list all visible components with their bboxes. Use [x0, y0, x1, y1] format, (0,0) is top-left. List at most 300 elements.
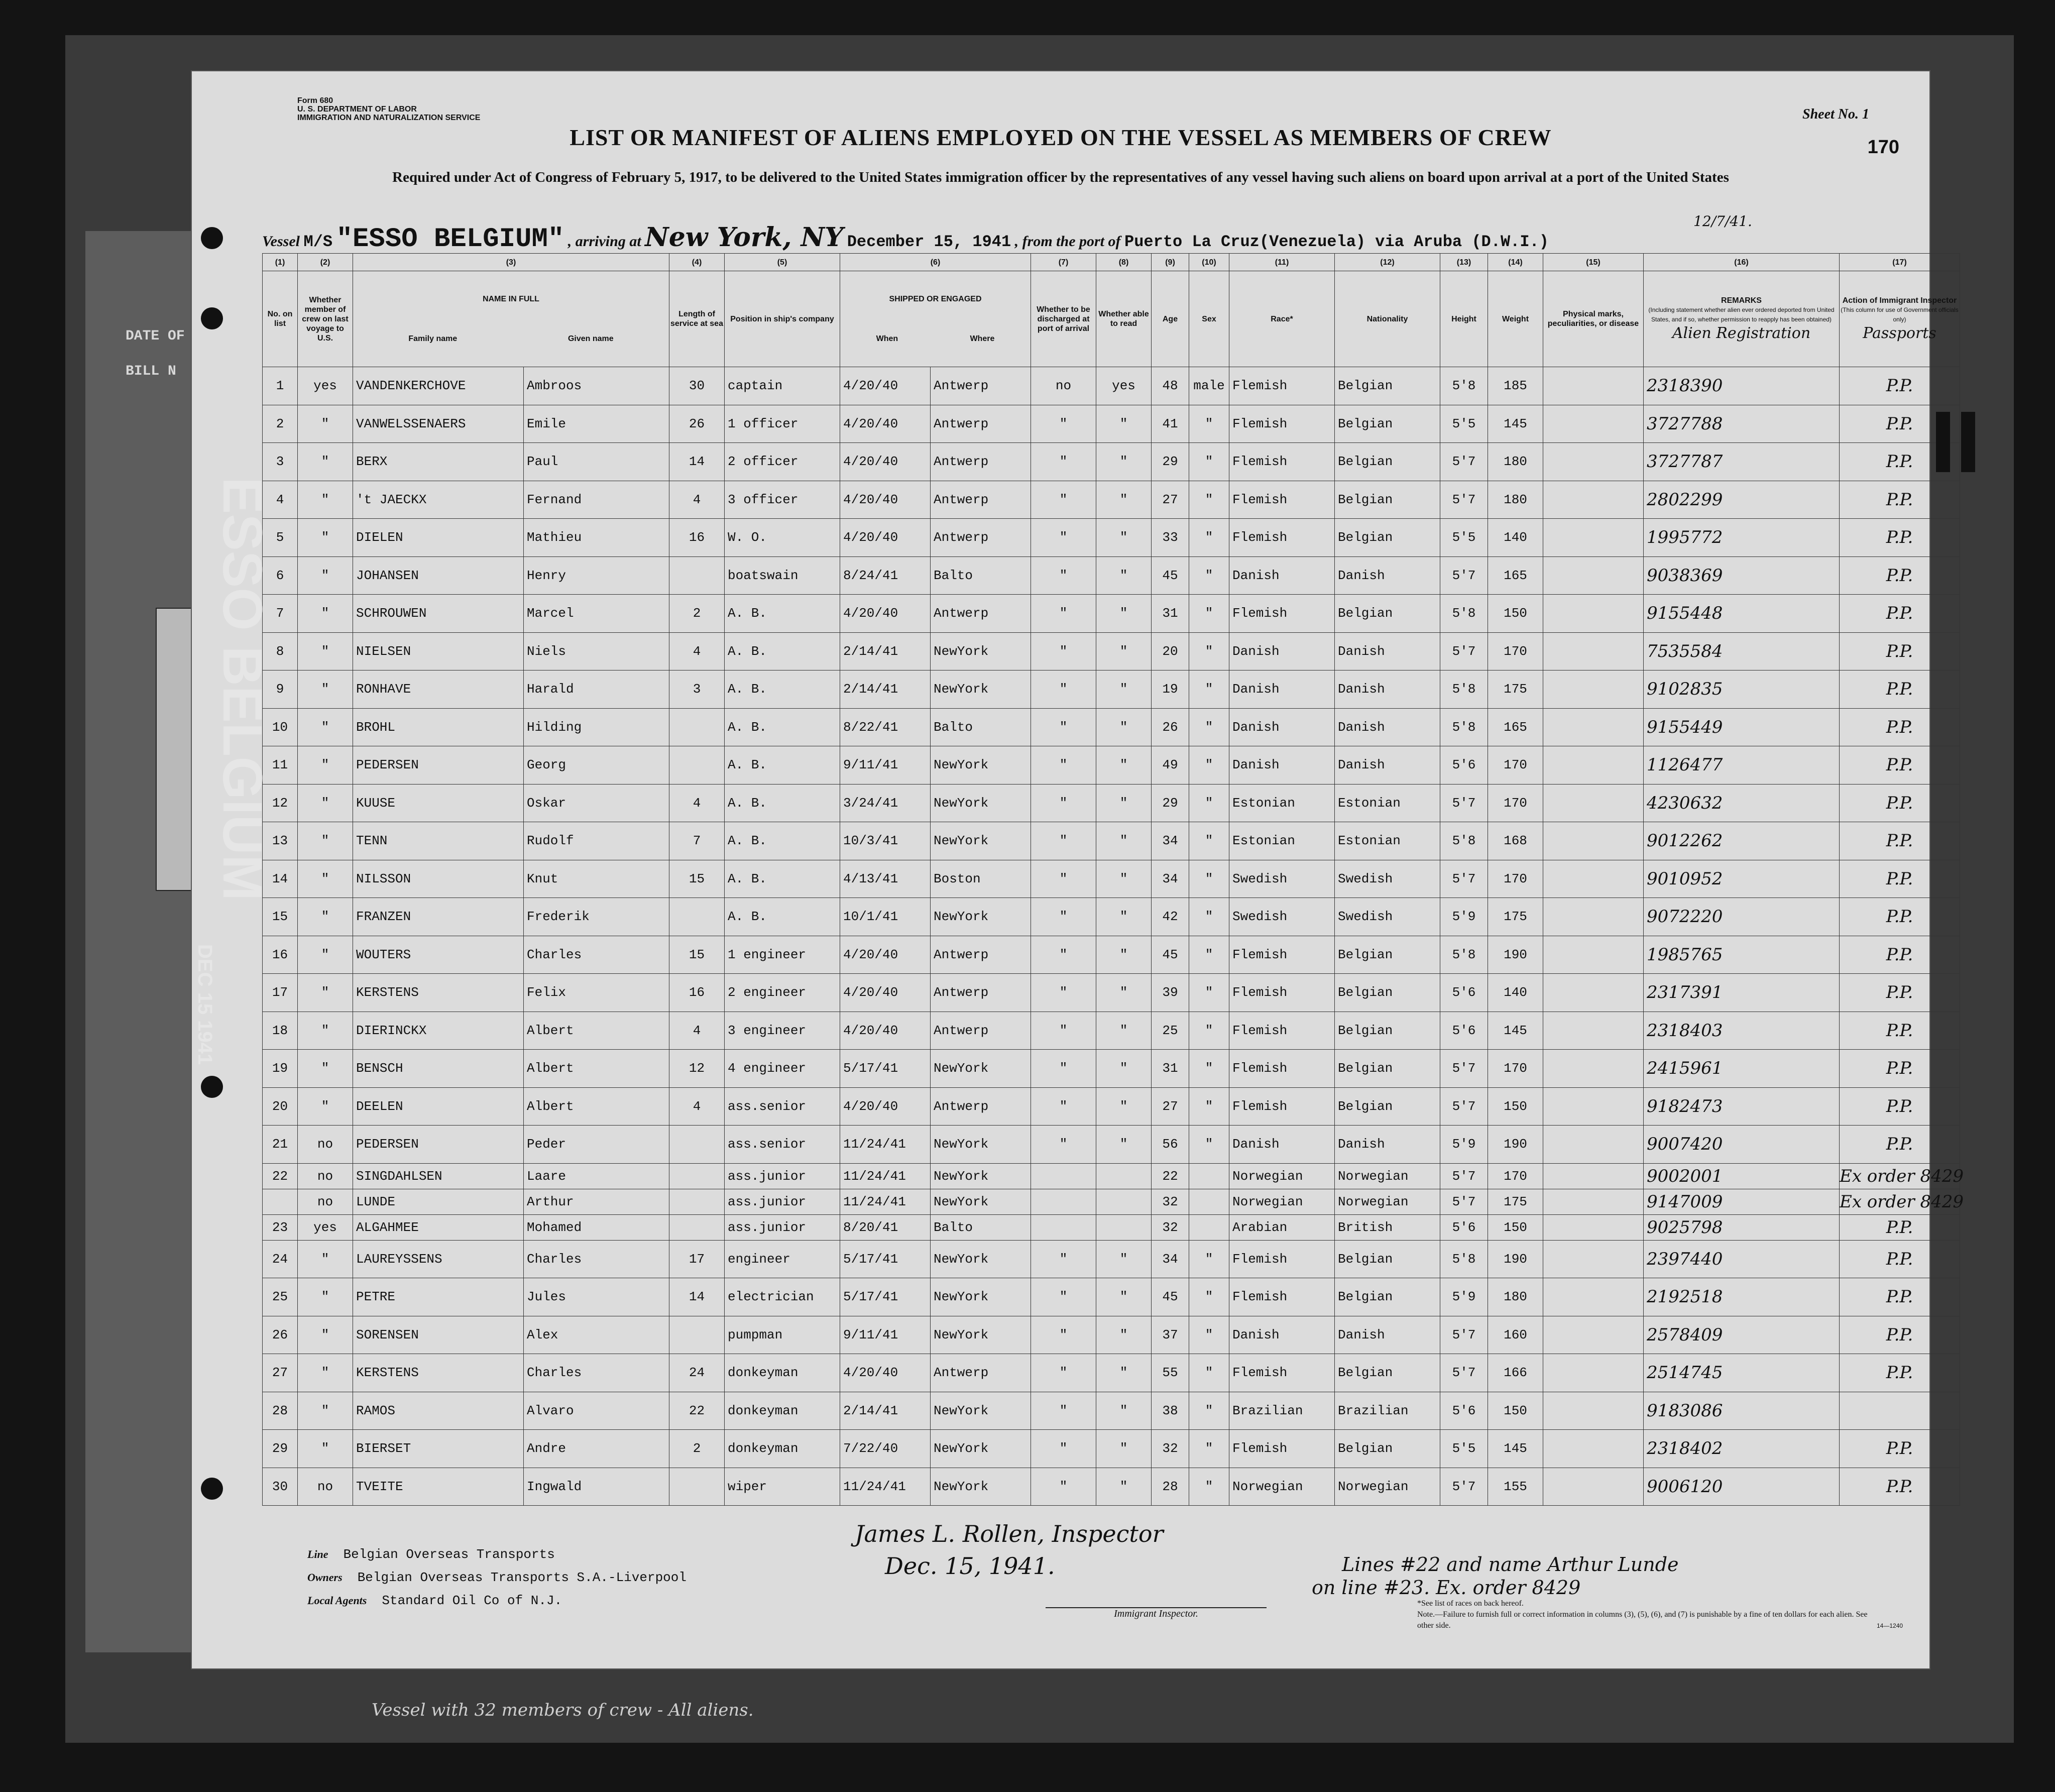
cell-no: 19	[263, 1050, 298, 1088]
cell-where: NewYork	[931, 670, 1031, 709]
cell-weight: 160	[1488, 1316, 1543, 1354]
date-stamp: DEC 15 1941	[194, 944, 216, 1065]
column-number-row: (1) (2) (3) (4) (5) (6) (7) (8) (9) (10) (11) (12) (13) (14) (15) (16) (17)	[263, 254, 1960, 271]
cell-remarks: 2802299	[1644, 481, 1840, 519]
cell-length: 16	[669, 974, 725, 1012]
cell-where: NewYork	[931, 898, 1031, 936]
cell-action: P.P.	[1840, 405, 1960, 443]
cell-action: P.P.	[1840, 1468, 1960, 1506]
cell-nationality: Belgian	[1335, 1050, 1440, 1088]
cell-given: Niels	[524, 632, 669, 670]
cell-empty	[1543, 1126, 1644, 1164]
cell-length	[669, 708, 725, 746]
cell-remarks: 1126477	[1644, 746, 1840, 785]
cell-member: "	[298, 1392, 353, 1430]
cell-length: 14	[669, 443, 725, 481]
cell-member: "	[298, 556, 353, 595]
cell-position: engineer	[725, 1240, 840, 1278]
cell-where: Antwerp	[931, 974, 1031, 1012]
cell-position: ass.senior	[725, 1126, 840, 1164]
cell-nationality: Danish	[1335, 670, 1440, 709]
cell-given: Fernand	[524, 481, 669, 519]
cell-given: Rudolf	[524, 822, 669, 860]
cell-empty	[1543, 1316, 1644, 1354]
cell-position: pumpman	[725, 1316, 840, 1354]
cell-remarks: 9072220	[1644, 898, 1840, 936]
cell-family: WOUTERS	[353, 936, 524, 974]
cell-no: 3	[263, 443, 298, 481]
cell-given: Paul	[524, 443, 669, 481]
cell-discharged: "	[1031, 481, 1096, 519]
cell-sex: "	[1189, 1316, 1229, 1354]
cell-action: P.P.	[1840, 595, 1960, 633]
footer-fields: Line Belgian Overseas Transports Owners Belgian Overseas Transports S.A.-Liverpool Local Agents Standard Oil Co of N.J.	[307, 1547, 687, 1608]
cell-nationality: Belgian	[1335, 367, 1440, 405]
cell-member: no	[298, 1468, 353, 1506]
cell-age: 33	[1152, 519, 1189, 557]
cell-member: "	[298, 632, 353, 670]
cell-sex: "	[1189, 1278, 1229, 1316]
cell-action: P.P.	[1840, 1354, 1960, 1392]
cell-when: 10/3/41	[840, 822, 931, 860]
cell-nationality: Belgian	[1335, 1240, 1440, 1278]
table-row	[263, 746, 1960, 785]
cell-race: Flemish	[1229, 1430, 1335, 1468]
cell-weight: 165	[1488, 556, 1543, 595]
cell-empty	[1543, 556, 1644, 595]
cell-no: 5	[263, 519, 298, 557]
cell-position: A. B.	[725, 708, 840, 746]
table-row	[263, 1278, 1960, 1316]
cell-when: 4/13/41	[840, 860, 931, 898]
cell-no: 4	[263, 481, 298, 519]
cell-family: VANWELSSENAERS	[353, 405, 524, 443]
cell-height: 5'7	[1440, 1163, 1488, 1189]
cell-family: BERX	[353, 443, 524, 481]
cell-remarks: 3727788	[1644, 405, 1840, 443]
cell-remarks: 9183086	[1644, 1392, 1840, 1430]
cell-nationality: Norwegian	[1335, 1163, 1440, 1189]
cell-age: 27	[1152, 1087, 1189, 1126]
cell-family: NILSSON	[353, 860, 524, 898]
bottom-handwritten-note: Vessel with 32 members of crew - All aliens.	[372, 1700, 754, 1720]
cell-remarks: 3727787	[1644, 443, 1840, 481]
table-row	[263, 1163, 1960, 1189]
cell-height: 5'7	[1440, 1050, 1488, 1088]
cell-able: "	[1096, 519, 1152, 557]
cell-position: A. B.	[725, 784, 840, 822]
cell-able: "	[1096, 595, 1152, 633]
arrival-date: December 15, 1941	[847, 233, 1011, 251]
cell-member: "	[298, 595, 353, 633]
cell-height: 5'7	[1440, 1468, 1488, 1506]
cell-member: yes	[298, 1214, 353, 1240]
cell-discharged: "	[1031, 936, 1096, 974]
cell-height: 5'7	[1440, 1316, 1488, 1354]
cell-sex: "	[1189, 898, 1229, 936]
cell-able: "	[1096, 481, 1152, 519]
cell-position: 2 engineer	[725, 974, 840, 1012]
cell-race: Flemish	[1229, 974, 1335, 1012]
cell-where: Antwerp	[931, 1354, 1031, 1392]
cell-when: 9/11/41	[840, 746, 931, 785]
cell-family: RONHAVE	[353, 670, 524, 709]
cell-empty	[1543, 405, 1644, 443]
cell-height: 5'8	[1440, 1240, 1488, 1278]
cell-given: Alex	[524, 1316, 669, 1354]
cell-empty	[1031, 1214, 1096, 1240]
cell-given: Albert	[524, 1050, 669, 1088]
cell-empty	[1543, 1240, 1644, 1278]
cell-age: 29	[1152, 784, 1189, 822]
crew-table	[262, 253, 1964, 1506]
cell-height: 5'6	[1440, 974, 1488, 1012]
cell-height: 5'9	[1440, 1126, 1488, 1164]
cell-nationality: Danish	[1335, 746, 1440, 785]
cell-no: 24	[263, 1240, 298, 1278]
cell-nationality: Norwegian	[1335, 1189, 1440, 1214]
cell-able: "	[1096, 443, 1152, 481]
cell-weight: 150	[1488, 1087, 1543, 1126]
cell-where: NewYork	[931, 1468, 1031, 1506]
cell-able: "	[1096, 822, 1152, 860]
cell-family: DIERINCKX	[353, 1012, 524, 1050]
cell-age: 49	[1152, 746, 1189, 785]
cell-discharged: "	[1031, 632, 1096, 670]
cell-position: A. B.	[725, 898, 840, 936]
cell-position: A. B.	[725, 632, 840, 670]
cell-position: electrician	[725, 1278, 840, 1316]
cell-where: Antwerp	[931, 936, 1031, 974]
cell-remarks: 9006120	[1644, 1468, 1840, 1506]
cell-nationality: Danish	[1335, 708, 1440, 746]
cell-family: LUNDE	[353, 1189, 524, 1214]
cell-height: 5'9	[1440, 898, 1488, 936]
cell-when: 8/20/41	[840, 1214, 931, 1240]
cell-discharged: "	[1031, 1392, 1096, 1430]
cell-age: 27	[1152, 481, 1189, 519]
cell-empty	[1543, 860, 1644, 898]
cell-no: 12	[263, 784, 298, 822]
cell-length	[669, 1468, 725, 1506]
cell-member: "	[298, 784, 353, 822]
cell-remarks: 2318403	[1644, 1012, 1840, 1050]
cell-able: "	[1096, 556, 1152, 595]
cell-nationality: Danish	[1335, 632, 1440, 670]
page-number: 170	[1867, 137, 1899, 158]
cell-action: Ex order 8429	[1840, 1163, 1960, 1189]
cell-sex: "	[1189, 405, 1229, 443]
cell-no: 23	[263, 1214, 298, 1240]
table-row	[263, 1214, 1960, 1240]
cell-empty	[1189, 1214, 1229, 1240]
cell-length: 15	[669, 936, 725, 974]
cell-where: NewYork	[931, 632, 1031, 670]
cell-action: P.P.	[1840, 974, 1960, 1012]
table-row	[263, 1240, 1960, 1278]
cell-action: P.P.	[1840, 556, 1960, 595]
cell-empty	[669, 1189, 725, 1214]
cell-no: 8	[263, 632, 298, 670]
cell-given: Ambroos	[524, 367, 669, 405]
cell-height: 5'5	[1440, 405, 1488, 443]
cell-able: "	[1096, 1087, 1152, 1126]
sheet-number: Sheet No. 1	[1802, 106, 1869, 122]
cell-given: Mathieu	[524, 519, 669, 557]
cell-weight: 180	[1488, 443, 1543, 481]
edge-mark	[1936, 412, 1950, 472]
cell-weight: 145	[1488, 1012, 1543, 1050]
cell-where: Antwerp	[931, 405, 1031, 443]
cell-age: 37	[1152, 1316, 1189, 1354]
cell-where: NewYork	[931, 1430, 1031, 1468]
cell-when: 5/17/41	[840, 1050, 931, 1088]
cell-able: "	[1096, 1468, 1152, 1506]
cell-remarks: 9155448	[1644, 595, 1840, 633]
cell-member: "	[298, 1430, 353, 1468]
cell-position: ass.junior	[725, 1189, 840, 1214]
cell-discharged: "	[1031, 670, 1096, 709]
cell-able: "	[1096, 1126, 1152, 1164]
cell-when: 4/20/40	[840, 481, 931, 519]
cell-empty	[1543, 481, 1644, 519]
cell-position: donkeyman	[725, 1392, 840, 1430]
cell-sex: "	[1189, 746, 1229, 785]
cell-where: Balto	[931, 556, 1031, 595]
cell-discharged: "	[1031, 860, 1096, 898]
cell-height: 5'8	[1440, 936, 1488, 974]
cell-action: P.P.	[1840, 632, 1960, 670]
cell-when: 4/20/40	[840, 367, 931, 405]
cell-race: Swedish	[1229, 898, 1335, 936]
cell-sex: "	[1189, 670, 1229, 709]
cell-sex: "	[1189, 1126, 1229, 1164]
cell-given: Knut	[524, 860, 669, 898]
cell-weight: 170	[1488, 746, 1543, 785]
cell-nationality: Brazilian	[1335, 1392, 1440, 1430]
cell-member: "	[298, 1087, 353, 1126]
cell-age: 34	[1152, 860, 1189, 898]
cell-member: "	[298, 481, 353, 519]
cell-remarks: 2397440	[1644, 1240, 1840, 1278]
cell-family: SORENSEN	[353, 1316, 524, 1354]
cell-weight: 155	[1488, 1468, 1543, 1506]
cell-race: Flemish	[1229, 1240, 1335, 1278]
cell-when: 5/17/41	[840, 1240, 931, 1278]
cell-given: Georg	[524, 746, 669, 785]
cell-no: 25	[263, 1278, 298, 1316]
cell-family: PEDERSEN	[353, 746, 524, 785]
cell-height: 5'9	[1440, 1278, 1488, 1316]
cell-weight: 170	[1488, 784, 1543, 822]
punch-hole	[201, 227, 223, 249]
cell-age: 34	[1152, 1240, 1189, 1278]
punch-hole	[201, 1478, 223, 1500]
cell-able: "	[1096, 1050, 1152, 1088]
cell-where: Boston	[931, 860, 1031, 898]
cell-position: captain	[725, 367, 840, 405]
cell-no: 22	[263, 1163, 298, 1189]
cell-weight: 175	[1488, 670, 1543, 709]
cell-given: Felix	[524, 974, 669, 1012]
cell-height: 5'8	[1440, 708, 1488, 746]
cell-where: Antwerp	[931, 595, 1031, 633]
cell-family: PEDERSEN	[353, 1126, 524, 1164]
table-row	[263, 481, 1960, 519]
cell-remarks: 2318402	[1644, 1430, 1840, 1468]
cell-sex: "	[1189, 1087, 1229, 1126]
cell-race: Flemish	[1229, 1012, 1335, 1050]
cell-remarks: 9147009	[1644, 1189, 1840, 1214]
vessel-line: Vessel M/S "ESSO BELGIUM" , arriving at New York, NY December 15, 1941 , from the port of Puerto La Cruz(Venezuela) via Aruba (D.W.I.)	[262, 222, 1549, 255]
stamp-text: ESSO BELGIUM	[211, 477, 273, 901]
cell-race: Danish	[1229, 746, 1335, 785]
cell-age: 45	[1152, 556, 1189, 595]
cell-able: "	[1096, 1316, 1152, 1354]
cell-sex: "	[1189, 1392, 1229, 1430]
cell-nationality: Swedish	[1335, 898, 1440, 936]
cell-no: 11	[263, 746, 298, 785]
cell-action: P.P.	[1840, 1050, 1960, 1088]
cell-empty	[1543, 974, 1644, 1012]
cell-action: P.P.	[1840, 443, 1960, 481]
cell-empty	[1543, 632, 1644, 670]
handwritten-date: 12/7/41.	[1693, 213, 1752, 230]
cell-action: P.P.	[1840, 822, 1960, 860]
cell-no: 21	[263, 1126, 298, 1164]
table-row	[263, 1316, 1960, 1354]
cell-when: 8/22/41	[840, 708, 931, 746]
cell-nationality: Belgian	[1335, 481, 1440, 519]
cell-empty	[1543, 367, 1644, 405]
cell-sex: "	[1189, 1468, 1229, 1506]
cell-length: 2	[669, 595, 725, 633]
cell-discharged: "	[1031, 556, 1096, 595]
cell-where: NewYork	[931, 1316, 1031, 1354]
cell-empty	[1031, 1163, 1096, 1189]
cell-nationality: Belgian	[1335, 1087, 1440, 1126]
cell-nationality: Swedish	[1335, 860, 1440, 898]
cell-age: 34	[1152, 822, 1189, 860]
cell-member: no	[298, 1189, 353, 1214]
cell-age: 32	[1152, 1214, 1189, 1240]
cell-given: Frederik	[524, 898, 669, 936]
cell-length: 4	[669, 632, 725, 670]
cell-remarks: 4230632	[1644, 784, 1840, 822]
cell-sex: "	[1189, 1050, 1229, 1088]
cell-length: 26	[669, 405, 725, 443]
fine-print: *See list of races on back hereof. Note.—Failure to furnish full or correct information in columns (3), (5), (6), and (7) is punishable by a fine of ten dollars for each alien. See other side.	[1417, 1599, 1868, 1630]
cell-race: Swedish	[1229, 860, 1335, 898]
cell-family: NIELSEN	[353, 632, 524, 670]
cell-given: Alvaro	[524, 1392, 669, 1430]
cell-remarks: 9012262	[1644, 822, 1840, 860]
cell-where: Antwerp	[931, 519, 1031, 557]
cell-length: 4	[669, 1012, 725, 1050]
cell-member: "	[298, 405, 353, 443]
cell-age: 19	[1152, 670, 1189, 709]
cell-discharged: "	[1031, 519, 1096, 557]
cell-family: KERSTENS	[353, 1354, 524, 1392]
cell-able: "	[1096, 1240, 1152, 1278]
agents-value: Standard Oil Co of N.J.	[382, 1593, 562, 1608]
cell-remarks: 2578409	[1644, 1316, 1840, 1354]
form-identifier: Form 680 U. S. DEPARTMENT OF LABOR IMMIGRATION AND NATURALIZATION SERVICE	[297, 96, 481, 122]
table-row	[263, 1354, 1960, 1392]
cell-nationality: Estonian	[1335, 784, 1440, 822]
cell-empty	[669, 1214, 725, 1240]
cell-remarks: 9002001	[1644, 1163, 1840, 1189]
cell-position: A. B.	[725, 860, 840, 898]
cell-age: 26	[1152, 708, 1189, 746]
cell-member: "	[298, 936, 353, 974]
cell-height: 5'8	[1440, 367, 1488, 405]
cell-position: donkeyman	[725, 1430, 840, 1468]
cell-empty	[1543, 1468, 1644, 1506]
cell-remarks: 2192518	[1644, 1278, 1840, 1316]
cell-race: Flemish	[1229, 1050, 1335, 1088]
table-row	[263, 1012, 1960, 1050]
crew-rows-24-30	[263, 1240, 1960, 1506]
cell-when: 4/20/40	[840, 1087, 931, 1126]
table-row	[263, 898, 1960, 936]
cell-weight: 180	[1488, 481, 1543, 519]
table-row	[263, 1392, 1960, 1430]
cell-where: NewYork	[931, 784, 1031, 822]
cell-when: 11/24/41	[840, 1163, 931, 1189]
cell-given: Marcel	[524, 595, 669, 633]
cell-remarks: 2514745	[1644, 1354, 1840, 1392]
cell-no: 1	[263, 367, 298, 405]
cell-weight: 140	[1488, 974, 1543, 1012]
cell-height: 5'7	[1440, 860, 1488, 898]
cell-when: 4/20/40	[840, 1012, 931, 1050]
cell-able: "	[1096, 405, 1152, 443]
table-row	[263, 556, 1960, 595]
cell-nationality: Belgian	[1335, 595, 1440, 633]
cell-action: P.P.	[1840, 519, 1960, 557]
cell-length: 30	[669, 367, 725, 405]
cell-empty	[1543, 443, 1644, 481]
cell-empty	[1543, 1087, 1644, 1126]
cell-nationality: Belgian	[1335, 936, 1440, 974]
cell-discharged: "	[1031, 1050, 1096, 1088]
cell-family: JOHANSEN	[353, 556, 524, 595]
cell-age: 55	[1152, 1354, 1189, 1392]
cell-height: 5'7	[1440, 481, 1488, 519]
cell-able: "	[1096, 1354, 1152, 1392]
cell-where: NewYork	[931, 1240, 1031, 1278]
cell-nationality: Estonian	[1335, 822, 1440, 860]
cell-where: NewYork	[931, 1189, 1031, 1214]
cell-empty	[1189, 1189, 1229, 1214]
cell-nationality: Belgian	[1335, 1354, 1440, 1392]
cell-action: P.P.	[1840, 481, 1960, 519]
cell-no: 20	[263, 1087, 298, 1126]
cell-sex: "	[1189, 974, 1229, 1012]
cell-position: 1 engineer	[725, 936, 840, 974]
cell-nationality: Belgian	[1335, 443, 1440, 481]
cell-able: "	[1096, 936, 1152, 974]
cell-discharged: "	[1031, 1278, 1096, 1316]
cell-length	[669, 1316, 725, 1354]
cell-when: 4/20/40	[840, 519, 931, 557]
cell-where: Antwerp	[931, 481, 1031, 519]
cell-discharged: "	[1031, 1316, 1096, 1354]
cell-discharged: "	[1031, 1468, 1096, 1506]
cell-age: 45	[1152, 936, 1189, 974]
cell-action: P.P.	[1840, 898, 1960, 936]
